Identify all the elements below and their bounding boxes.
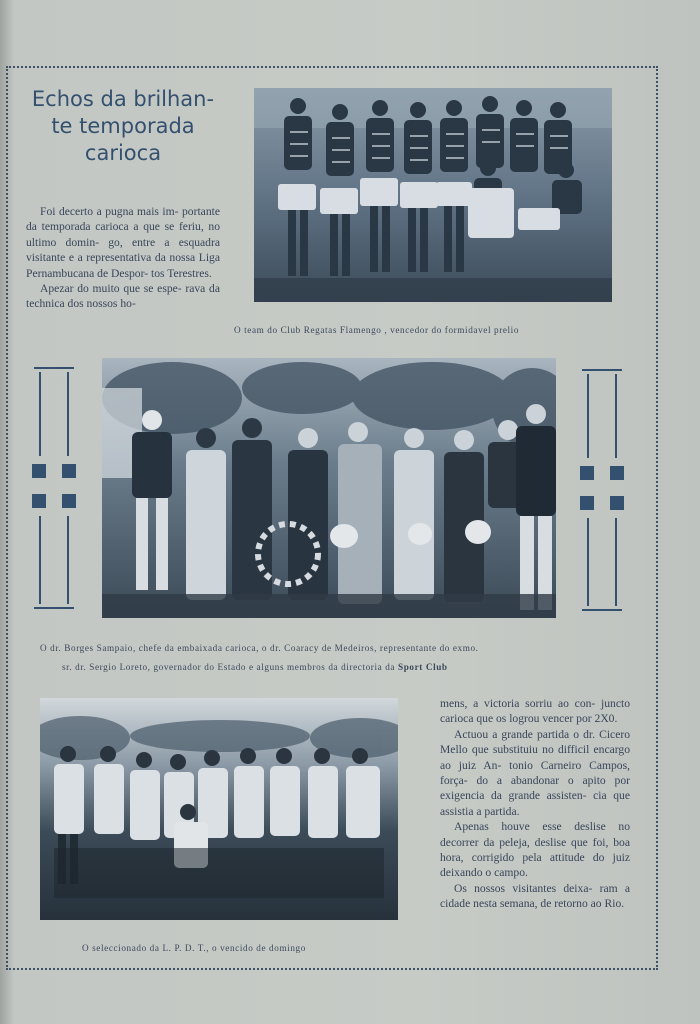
paragraph: Actuou a grande partida o dr. Cicero Mello que substituiu no difficil encargo ao juiz An- tonio Carneiro Campos, força- do a abandonar o apito por exigencia da grande assisten- cia que assistia a partida. [440, 727, 630, 818]
lpdt-photo-caption: O seleccionado da L. P. D. T., o vencido de domingo [82, 943, 306, 953]
dignitaries-caption-line-2 [62, 662, 448, 672]
dignitaries-group-photo [102, 358, 556, 618]
article-title [20, 86, 226, 167]
left-ornament [32, 366, 76, 610]
article-column-2 [440, 696, 630, 912]
article-column-1 [26, 204, 220, 312]
right-ornament [580, 368, 624, 612]
paragraph: Apezar do muito que se espe- rava da technica dos nossos ho- [26, 282, 220, 311]
caption-club-name: Sport Club [397, 662, 448, 672]
paragraph: Apenas houve esse deslise no decorrer da peleja, deslise que foi, boa hora, corrigido pela attitude do juiz deixando o campo. [440, 820, 630, 880]
caption-text: sr. dr. Sergio Loreto, governador do Estado e alguns membros da directoria da [62, 662, 396, 672]
paragraph: mens, a victoria sorriu ao con- juncto carioca que os logrou vencer por 2X0. [440, 697, 630, 726]
title-line-2: te temporada [51, 114, 195, 138]
paragraph: Os nossos visitantes deixa- ram a cidade nesta semana, de retorno ao Rio. [440, 881, 630, 911]
paragraph: Foi decerto a pugna mais im- portante da temporada carioca a que se feriu, no ultimo domin- go, entre a esquadra visitante e a representativa da nossa Liga Pernambucana de Despor- tos Terestres. [26, 205, 220, 280]
lpdt-team-photo [40, 698, 398, 920]
title-line-3: carioca [84, 141, 162, 165]
flamengo-team-photo [254, 88, 612, 302]
flamengo-photo-caption: O team do Club Regatas Flamengo , vencedor do formidavel prelio [234, 325, 520, 335]
dignitaries-caption-line-1: O dr. Borges Sampaio, chefe da embaixada carioca, o dr. Coaracy de Medeiros, representante do exmo. [40, 643, 479, 653]
title-line-1: Echos da brilhan- [31, 87, 215, 111]
